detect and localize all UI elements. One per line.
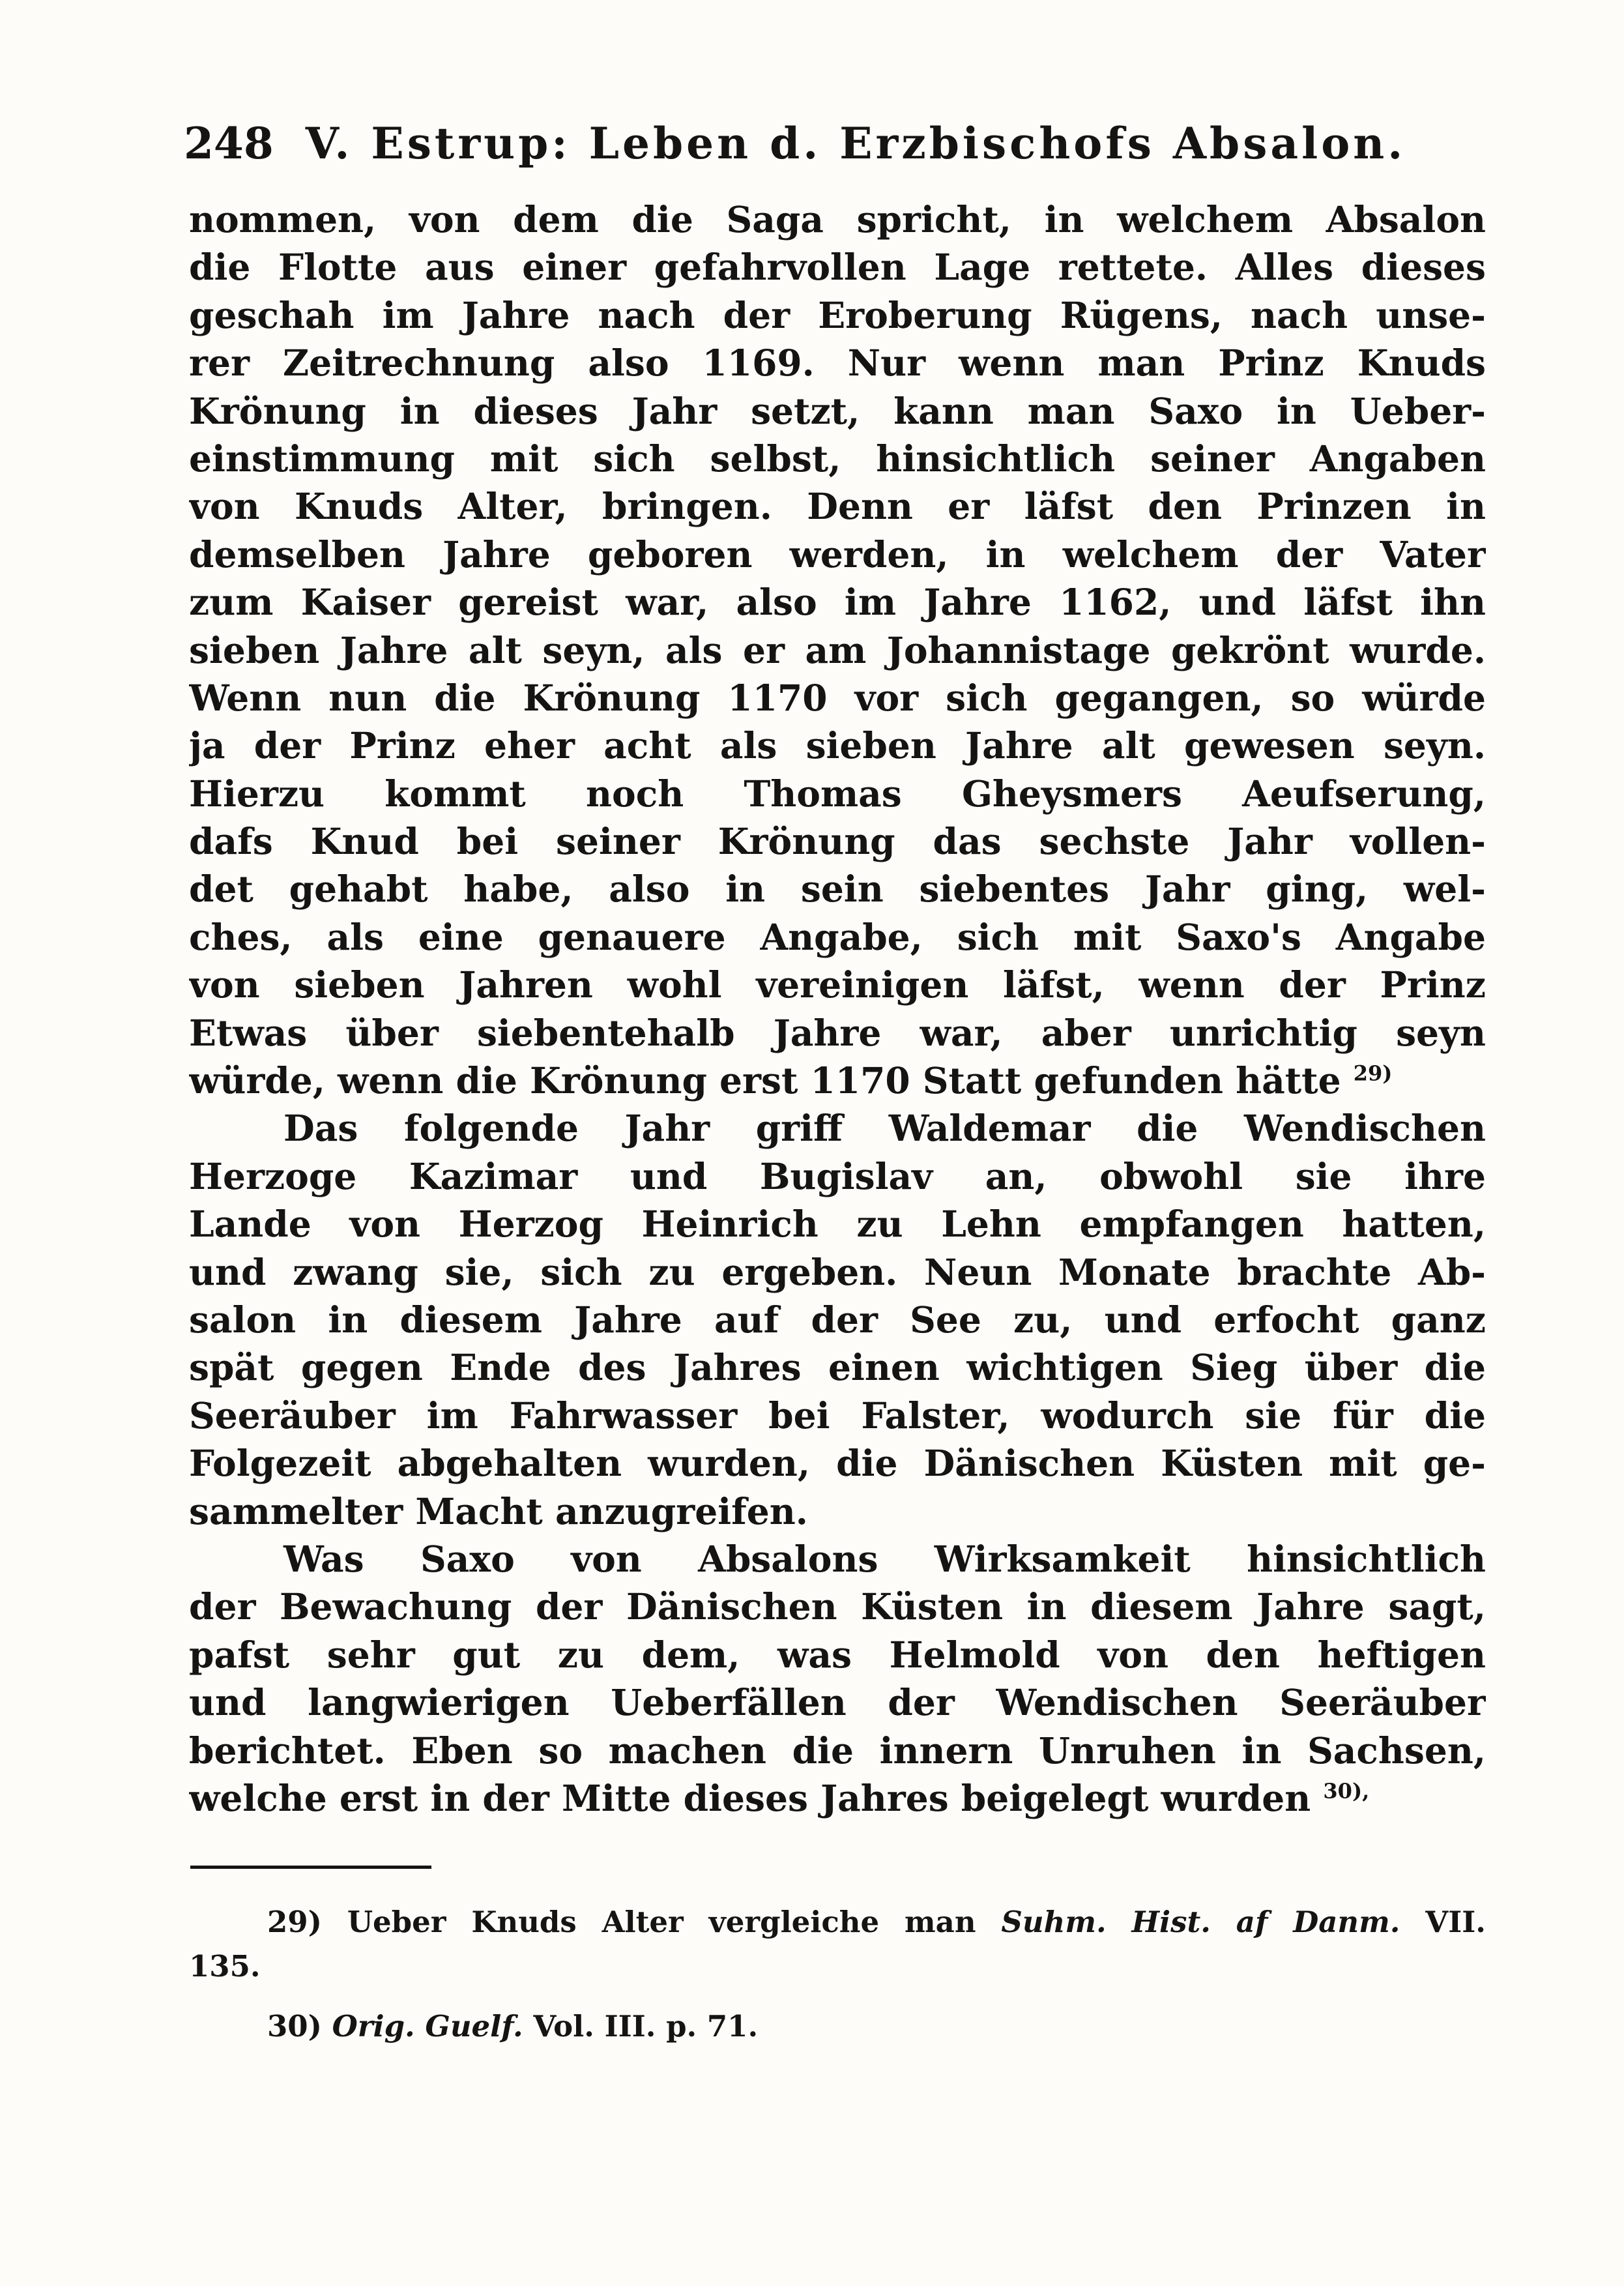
text-line: spät gegen Ende des Jahres einen wichtigen Sieg über die — [189, 1346, 1486, 1389]
text-line: ja der Prinz eher acht als sieben Jahre alt gewesen seyn. — [189, 724, 1486, 767]
text-line: Seeräuber im Fahrwasser bei Falster, wodurch sie für die — [189, 1394, 1486, 1437]
text-line: sammelter Macht anzugreifen. — [189, 1489, 808, 1532]
footnote-ref-29: 29) — [1353, 1061, 1393, 1086]
text-line: rer Zeitrechnung also 1169. Nur wenn man Prinz Knuds — [189, 342, 1486, 385]
footnote-number: 29) — [267, 1905, 322, 1939]
text-line: det gehabt habe, also in sein siebentes Jahr ging, wel- — [189, 868, 1486, 911]
page-header — [184, 117, 1482, 169]
page-number: 248 — [184, 118, 274, 169]
paragraph-start: Das folgende Jahr griff Waldemar die Wendischen — [283, 1107, 1486, 1150]
text-line: und zwang sie, sich zu ergeben. Neun Monate brachte Ab- — [189, 1250, 1486, 1293]
text-line-with-footnote-ref — [189, 1057, 1486, 1104]
footnote-source: Orig. Guelf. — [332, 2009, 523, 2044]
text-line: demselben Jahre geboren werden, in welchem der Vater — [189, 533, 1486, 576]
text-line-with-footnote-ref — [189, 1774, 1486, 1822]
text-line: und langwierigen Ueberfällen der Wendischen Seeräuber — [189, 1681, 1486, 1724]
footnote-source: Suhm. Hist. af Danm. — [1001, 1905, 1400, 1939]
text-line: der Bewachung der Dänischen Küsten in diesem Jahre sagt, — [189, 1585, 1486, 1628]
running-title: V. Estrup: Leben d. Erzbischofs Absalon. — [305, 118, 1406, 169]
text-line: berichtet. Eben so machen die innern Unruhen in Sachsen, — [189, 1729, 1486, 1772]
footnote-number: 30) — [267, 2009, 322, 2044]
text-line: ches, als eine genauere Angabe, sich mit Saxo's Angabe — [189, 915, 1486, 958]
footnote-reference: Vol. III. p. 71. — [533, 2009, 759, 2044]
text-line: salon in diesem Jahre auf der See zu, und erfocht ganz — [189, 1298, 1486, 1341]
text-line: nommen, von dem die Saga spricht, in welchem Absalon — [189, 198, 1486, 241]
footnote-30 — [189, 2009, 758, 2044]
text-line: zum Kaiser gereist war, also im Jahre 1162, und läfst ihn — [189, 581, 1486, 624]
text-line: dafs Knud bei seiner Krönung das sechste Jahr vollen- — [189, 820, 1486, 863]
text-line: welche erst in der Mitte dieses Jahres beigelegt wurden — [189, 1776, 1311, 1819]
text-line: Lande von Herzog Heinrich zu Lehn empfangen hatten, — [189, 1203, 1486, 1246]
text-line: von sieben Jahren wohl vereinigen läfst, wenn der Prinz — [189, 963, 1486, 1006]
footnotes — [189, 1900, 1486, 2049]
text-line: sieben Jahre alt seyn, als er am Johannistage gekrönt wurde. — [189, 628, 1486, 671]
text-line: Hierzu kommt noch Thomas Gheysmers Aeufserung, — [189, 772, 1486, 815]
text-line: von Knuds Alter, bringen. Denn er läfst den Prinzen in — [189, 485, 1486, 528]
footnote-text: Ueber Knuds Alter vergleiche man — [347, 1905, 976, 1939]
text-line: Herzoge Kazimar und Bugislav an, obwohl sie ihre — [189, 1154, 1486, 1197]
footnote-ref-30: 30), — [1323, 1778, 1370, 1804]
text-line: Folgezeit abgehalten wurden, die Dänischen Küsten mit ge- — [189, 1442, 1486, 1485]
body-text — [189, 196, 1486, 1822]
text-line: Wenn nun die Krönung 1170 vor sich gegangen, so würde — [189, 676, 1486, 719]
footnote-separator — [190, 1866, 431, 1869]
footnote-volume: VII. — [1425, 1905, 1486, 1939]
footnote-29-continuation: 135. — [189, 1949, 261, 1984]
footnote-29 — [189, 1900, 1486, 1944]
text-line: geschah im Jahre nach der Eroberung Rügens, nach unse- — [189, 293, 1486, 336]
text-line: einstimmung mit sich selbst, hinsichtlich seiner Angaben — [189, 437, 1486, 480]
text-line: würde, wenn die Krönung erst 1170 Statt gefunden hätte — [189, 1059, 1341, 1102]
text-line: pafst sehr gut zu dem, was Helmold von den heftigen — [189, 1633, 1486, 1676]
text-line: Krönung in dieses Jahr setzt, kann man Saxo in Ueber- — [189, 389, 1486, 432]
text-line: Etwas über siebentehalb Jahre war, aber unrichtig seyn — [189, 1011, 1486, 1054]
paragraph-start: Was Saxo von Absalons Wirksamkeit hinsichtlich — [283, 1537, 1486, 1580]
text-line: die Flotte aus einer gefahrvollen Lage rettete. Alles dieses — [189, 246, 1486, 289]
